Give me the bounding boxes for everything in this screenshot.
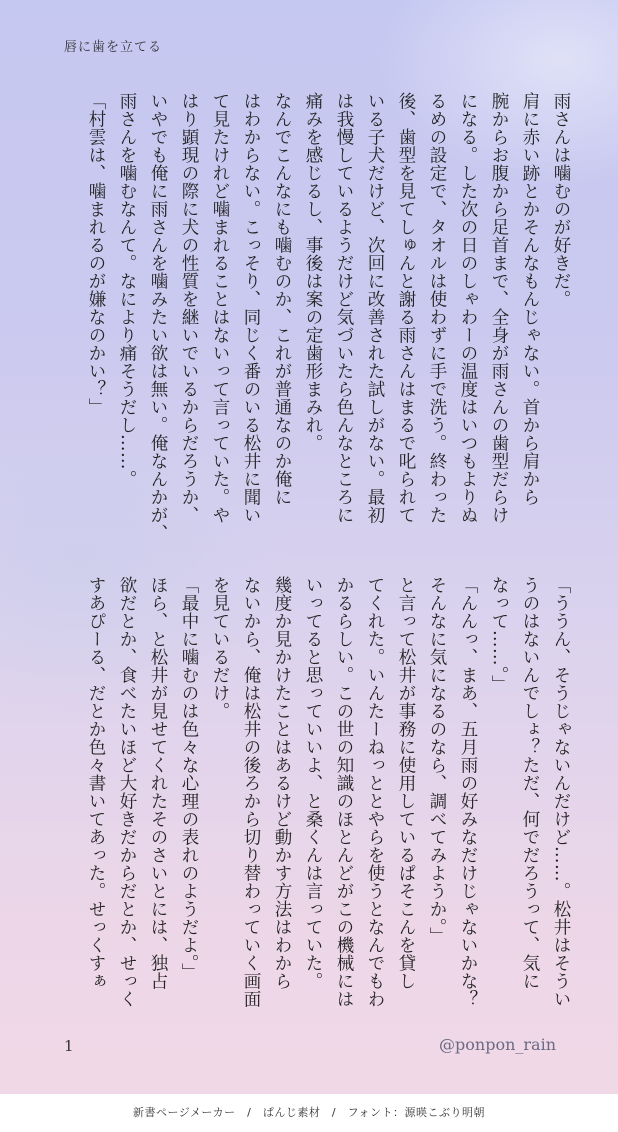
text-line: 「ううん、そうじゃないんだけど……。松井はそうい [551, 576, 571, 1008]
text-line: なって……。」 [489, 576, 509, 694]
text-line: いる子犬だけど、次回に改善された試しがない。最初 [365, 92, 385, 524]
text-block-top [80, 92, 576, 542]
text-line: 「んんっ、まあ、五月雨の好みなだけじゃないかな？ [458, 576, 478, 1008]
text-line: は我慢しているようだけど気づいたら色んなところに [334, 92, 354, 524]
author-handle: @ponpon_rain [439, 1035, 556, 1054]
text-line: すあぴーる、だとか色々書いてあった。せっくすぁ [86, 576, 106, 990]
text-line: 後、歯型を見てしゅんと謝る雨さんはまるで叱られて [396, 92, 416, 524]
text-line: いってると思っていいよ、と桑くんは言っていた。 [303, 576, 323, 990]
text-line: てくれた。いんたーねっととやらを使うとなんでもわ [365, 576, 385, 1008]
text-line: 肩に赤い跡とかそんなもんじゃない。首から肩から [520, 92, 540, 506]
text-line: と言って松井が事務に使用しているぱそこんを貸し [396, 576, 416, 990]
text-line: 「最中に噛むのは色々な心理の表れのようだよ。」 [179, 576, 199, 982]
page-number: 1 [64, 1037, 74, 1055]
text-line: はり顕現の際に犬の性質を継いでいるからだろうか、 [179, 92, 199, 524]
text-line: 痛みを感じるし、事後は案の定歯形まみれ。 [303, 92, 323, 452]
text-line: を見ているだけ。 [210, 576, 230, 720]
text-line: 雨さんを噛むなんて。なにより痛そうだし……。 [117, 92, 137, 488]
text-line: 「村雲は、噛まれるのが嫌なのかい？」 [86, 92, 106, 416]
text-line: うのはないんでしょ？ただ、何でだろうって、気に [520, 576, 540, 990]
text-line: なんでこんなにも噛むのか、これが普通なのか俺に [272, 92, 292, 506]
text-line: 腕からお腹から足首まで、全身が雨さんの歯型だらけ [489, 92, 509, 524]
text-line: て見たけれど噛まれることはないって言っていた。や [210, 92, 230, 524]
text-line: るめの設定で、タオルは使わずに手で洗う。終わった [427, 92, 447, 524]
text-line: ほら、と松井が見せてくれたそのさいとには、独占 [148, 576, 168, 990]
text-line: 雨さんは噛むのが好きだ。 [551, 92, 571, 308]
text-line: になる。した次の日のしゃわーの温度はいつもよりぬ [458, 92, 478, 524]
text-line: 欲だとか、食べたいほど大好きだからだとか、せっく [117, 576, 137, 1008]
text-line: ないから、俺は松井の後ろから切り替わっていく画面 [241, 576, 261, 1008]
text-line: かるらしい。この世の知識のほとんどがこの機械には [334, 576, 354, 1008]
text-line: いやでも俺に雨さんを噛みたい欲は無い。俺なんかが、 [148, 92, 168, 542]
footer-credits: 新書ページメーカー / ぱんじ素材 / フォント：源暎こぶり明朝 [0, 1094, 618, 1132]
text-line: はわからない。こっそり、同じく番のいる松井に聞い [241, 92, 261, 524]
page-title: 唇に歯を立てる [64, 40, 163, 55]
text-line: そんなに気になるのなら、調べてみようか。」 [427, 576, 447, 946]
text-line: 幾度か見かけたことはあるけど動かす方法はわから [272, 576, 292, 990]
text-block-bottom [80, 576, 576, 1026]
